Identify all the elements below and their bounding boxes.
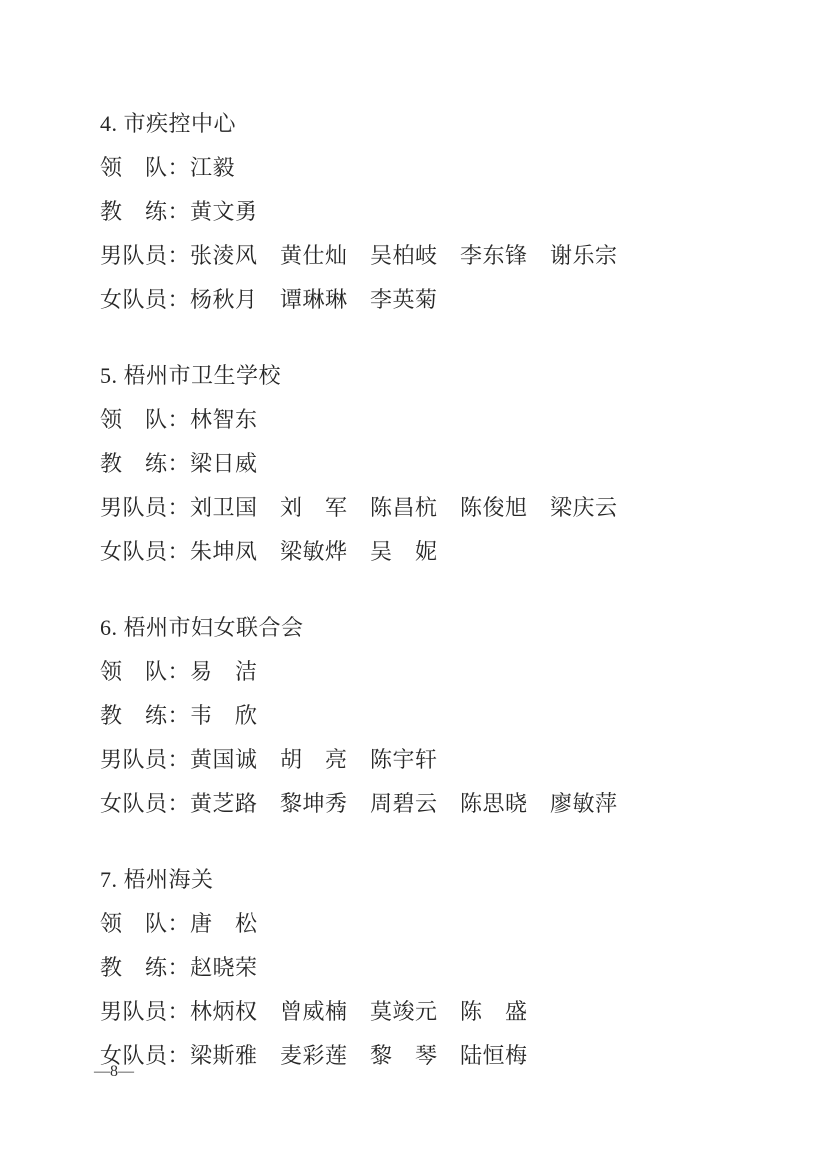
male-members-label: 男队员： — [100, 999, 191, 1024]
team-heading: 5. 梧州市卫生学校 — [100, 363, 282, 388]
female-members-names: 黄芝路 黎坤秀 周碧云 陈思晓 廖敏萍 — [190, 791, 618, 816]
leader-name: 唐 松 — [190, 911, 258, 936]
female-members-row — [100, 1034, 756, 1078]
coach-label: 教 练： — [100, 955, 191, 980]
female-members-row — [100, 530, 756, 574]
coach-row — [100, 694, 756, 738]
female-members-label: 女队员： — [100, 287, 191, 312]
team-section-7 — [100, 858, 756, 1078]
male-members-label: 男队员： — [100, 747, 191, 772]
female-members-label: 女队员： — [100, 539, 191, 564]
male-members-names: 张淩风 黄仕灿 吴柏岐 李东锋 谢乐宗 — [190, 243, 618, 268]
female-members-names: 朱坤凤 梁敏烨 吴 妮 — [190, 539, 438, 564]
document-content — [100, 102, 756, 1078]
leader-label: 领 队： — [100, 911, 191, 936]
female-members-names: 梁斯雅 麦彩莲 黎 琴 陆恒梅 — [190, 1043, 528, 1068]
team-section-6 — [100, 606, 756, 826]
leader-name: 林智东 — [190, 407, 258, 432]
male-members-label: 男队员： — [100, 243, 191, 268]
coach-label: 教 练： — [100, 451, 191, 476]
coach-row — [100, 946, 756, 990]
male-members-row — [100, 234, 756, 278]
coach-label: 教 练： — [100, 199, 191, 224]
male-members-names: 刘卫国 刘 军 陈昌杭 陈俊旭 梁庆云 — [190, 495, 618, 520]
team-section-5 — [100, 354, 756, 574]
male-members-row — [100, 486, 756, 530]
coach-name: 梁日威 — [190, 451, 258, 476]
coach-row — [100, 442, 756, 486]
leader-name: 易 洁 — [190, 659, 258, 684]
page-number: —8— — [94, 1063, 134, 1080]
coach-name: 赵晓荣 — [190, 955, 258, 980]
leader-label: 领 队： — [100, 659, 191, 684]
coach-name: 韦 欣 — [190, 703, 258, 728]
male-members-names: 黄国诚 胡 亮 陈宇轩 — [190, 747, 438, 772]
coach-row — [100, 190, 756, 234]
male-members-row — [100, 990, 756, 1034]
male-members-names: 林炳权 曾威楠 莫竣元 陈 盛 — [190, 999, 528, 1024]
leader-label: 领 队： — [100, 407, 191, 432]
team-heading: 4. 市疾控中心 — [100, 111, 237, 136]
female-members-label: 女队员： — [100, 791, 191, 816]
leader-label: 领 队： — [100, 155, 191, 180]
leader-row — [100, 902, 756, 946]
coach-name: 黄文勇 — [190, 199, 258, 224]
team-section-4 — [100, 102, 756, 322]
leader-row — [100, 650, 756, 694]
male-members-label: 男队员： — [100, 495, 191, 520]
leader-row — [100, 398, 756, 442]
leader-row — [100, 146, 756, 190]
team-heading: 6. 梧州市妇女联合会 — [100, 615, 304, 640]
female-members-row — [100, 782, 756, 826]
female-members-label: 女队员： — [100, 1043, 191, 1068]
female-members-row — [100, 278, 756, 322]
leader-name: 江毅 — [190, 155, 236, 180]
male-members-row — [100, 738, 756, 782]
female-members-names: 杨秋月 谭琳琳 李英菊 — [190, 287, 438, 312]
coach-label: 教 练： — [100, 703, 191, 728]
team-heading: 7. 梧州海关 — [100, 867, 214, 892]
